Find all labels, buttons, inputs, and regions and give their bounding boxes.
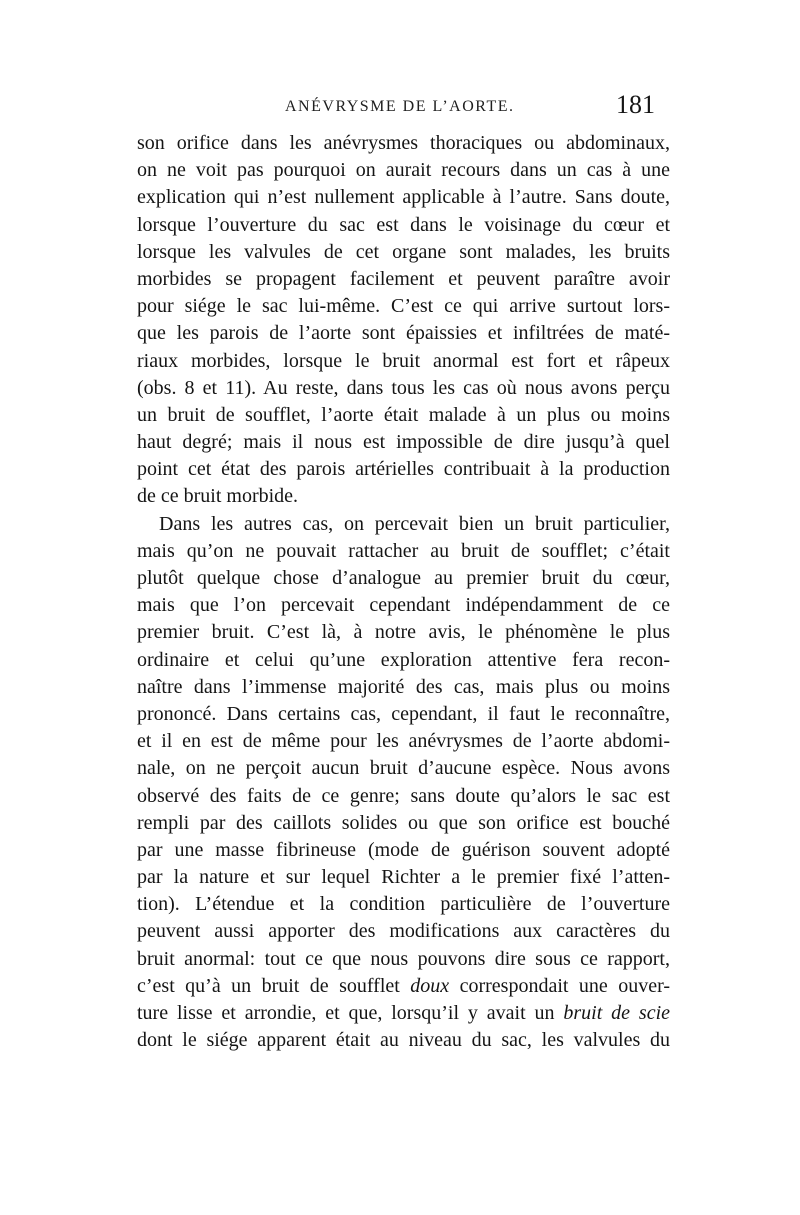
text-line: et il en est de même pour les anévrysmes de l’aorte abdomi- xyxy=(137,730,670,753)
text-line xyxy=(137,1000,670,1027)
text-line: que les parois de l’aorte sont épaissies et infiltrées de maté- xyxy=(137,322,670,345)
text-line: premier bruit. C’est là, à notre avis, le phénomène le plus xyxy=(137,621,670,644)
text-line: haut degré; mais il nous est impossible de dire jusqu’à quel xyxy=(137,431,670,454)
text-line: mais que l’on percevait cependant indépendamment de ce xyxy=(137,594,670,617)
text-line: lorsque les valvules de cet organe sont malades, les bruits xyxy=(137,240,670,263)
text-line: point cet état des parois artérielles contribuait à la production xyxy=(137,458,670,481)
text-line: riaux morbides, lorsque le bruit anormal est fort et râpeux xyxy=(137,349,670,372)
text-line: son orifice dans les anévrysmes thoraciques ou abdominaux, xyxy=(137,132,670,154)
text-segment: correspondait une ouver- xyxy=(449,974,670,997)
text-line: observé des faits de ce genre; sans doute qu’alors le sac est xyxy=(137,784,670,807)
text-line: par la nature et sur lequel Richter a le premier fixé l’atten- xyxy=(137,866,670,889)
text-line: on ne voit pas pourquoi on aurait recours dans un cas à une xyxy=(137,159,670,182)
text-line: un bruit de soufflet, l’aorte était malade à un plus ou moins xyxy=(137,403,670,426)
page-header xyxy=(135,90,655,126)
text-line: pour siége le sac lui-même. C’est ce qui arrive surtout lors- xyxy=(137,295,670,318)
text-line: peuvent aussi apporter des modifications aux caractères du xyxy=(137,920,670,943)
text-line: explication qui n’est nullement applicable à l’autre. Sans doute, xyxy=(137,186,670,209)
body-text xyxy=(137,130,670,1054)
text-line: naître dans l’immense majorité des cas, mais plus ou moins xyxy=(137,675,670,698)
text-line: lorsque l’ouverture du sac est dans le voisinage du cœur et xyxy=(137,213,670,236)
text-line xyxy=(137,973,670,1000)
paragraph-start-line: Dans les autres cas, on percevait bien un bruit particulier, xyxy=(159,512,670,535)
text-line: mais qu’on ne pouvait rattacher au bruit de soufflet; c’était xyxy=(137,539,670,562)
running-title: ANÉVRYSME DE L’AORTE. xyxy=(285,98,515,115)
text-line: tion). L’étendue et la condition particulière de l’ouverture xyxy=(137,893,670,916)
page-number: 181 xyxy=(616,90,655,119)
text-line: dont le siége apparent était au niveau du sac, les valvules du xyxy=(137,1029,670,1052)
text-line: plutôt quelque chose d’analogue au premier bruit du cœur, xyxy=(137,567,670,589)
italic-term-bruit-de-scie: bruit de scie xyxy=(563,1002,670,1024)
text-line: morbides se propagent facilement et peuvent paraître avoir xyxy=(137,267,670,290)
text-line: rempli par des caillots solides ou que son orifice est bouché xyxy=(137,811,670,834)
text-line: nale, on ne perçoit aucun bruit d’aucune espèce. Nous avons xyxy=(137,757,670,780)
text-line: prononcé. Dans certains cas, cependant, il faut le reconnaître, xyxy=(137,702,670,725)
text-segment: c’est qu’à un bruit de soufflet xyxy=(137,974,411,997)
text-line: ordinaire et celui qu’une exploration attentive fera recon- xyxy=(137,648,670,671)
text-line: (obs. 8 et 11). Au reste, dans tous les cas où nous avons perçu xyxy=(137,376,670,399)
italic-term-doux: doux xyxy=(410,974,450,997)
text-segment: ture lisse et arrondie, et que, lorsqu’il y avait un xyxy=(137,1002,564,1024)
paragraph-end-line: de ce bruit morbide. xyxy=(137,485,299,508)
text-line: bruit anormal: tout ce que nous pouvons dire sous ce rapport, xyxy=(137,947,670,970)
text-line: par une masse fibrineuse (mode de guérison souvent adopté xyxy=(137,838,670,861)
